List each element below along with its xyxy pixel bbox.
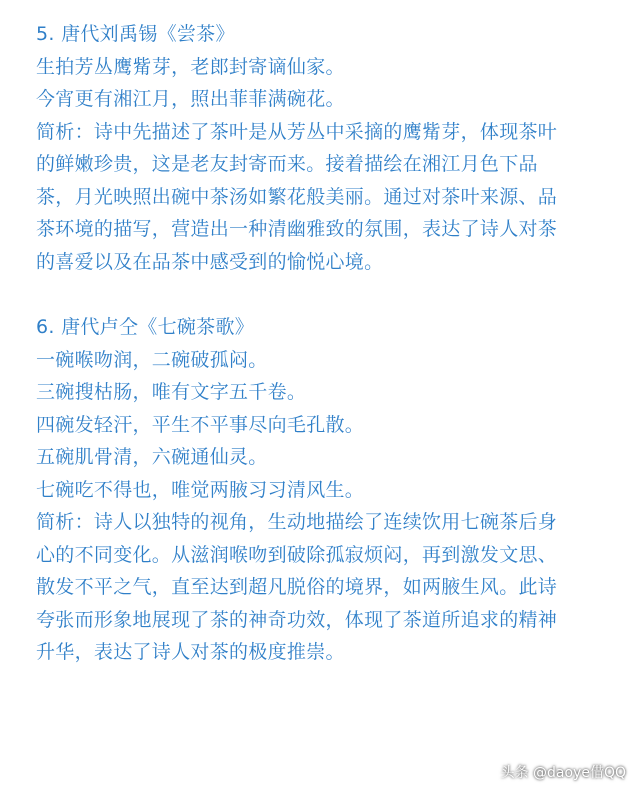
poem-line: 四碗发轻汗，平生不平事尽向毛孔散。 [36,413,365,436]
analysis-line: 的鲜嫩珍贵，这是老友封寄而来。接着描绘在湘江月色下品 [36,153,538,175]
analysis-line: 升华，表达了诗人对茶的极度推崇。 [36,641,345,663]
analysis-line: 心的不同变化。从滋润喉吻到破除孤寂烦闷，再到激发文思、 [36,543,558,566]
poem-line: 三碗搜枯肠，唯有文字五千卷。 [36,381,307,403]
watermark: 头条 @daoye借QQ [500,765,626,781]
analysis-line: 简析：诗中先描述了茶叶是从芳丛中采摘的鹰觜芽，体现茶叶 [36,120,558,143]
analysis-line: 散发不平之气，直至达到超凡脱俗的境界，如两腋生风。此诗 [36,576,558,598]
section-title: 6. 唐代卢仝《七碗茶歌》 [36,316,255,338]
poem-line: 一碗喉吻润，二碗破孤闷。 [36,348,268,371]
poem-line: 五碗肌骨清，六碗通仙灵。 [36,446,268,468]
article-body [36,18,611,669]
poem-line: 今宵更有湘江月，照出菲菲满碗花。 [36,88,345,110]
analysis-line: 夸张而形象地展现了茶的神奇功效，体现了茶道所追求的精神 [36,608,558,631]
poem-line: 生拍芳丛鹰觜芽，老郎封寄谪仙家。 [36,55,345,78]
section-lu-tong [36,311,611,669]
section-title: 5. 唐代刘禹锡《尝茶》 [36,23,235,45]
analysis-line: 茶环境的描写，营造出一种清幽雅致的氛围，表达了诗人对茶 [36,218,558,240]
analysis-line: 的喜爱以及在品茶中感受到的愉悦心境。 [36,250,384,273]
section-liu-yuxi [36,18,611,278]
analysis-line: 简析：诗人以独特的视角，生动地描绘了连续饮用七碗茶后身 [36,511,558,533]
poem-line: 七碗吃不得也，唯觉两腋习习清风生。 [36,478,365,501]
analysis-line: 茶，月光映照出碗中茶汤如繁花般美丽。通过对茶叶来源、品 [36,185,558,208]
section-spacer [36,278,611,311]
